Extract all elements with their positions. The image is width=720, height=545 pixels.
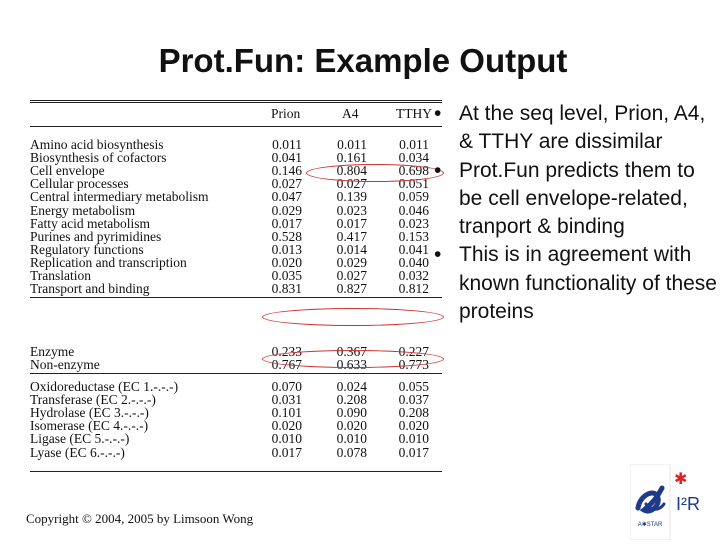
bullet-text: Prot.Fun predicts them to be cell envelope-related, tranport & binding [459, 158, 695, 239]
row-value-tthy: 0.046 [398, 202, 429, 218]
table-row [30, 281, 442, 296]
row-value-a4: 0.029 [336, 254, 367, 270]
row-value-a4: 0.014 [336, 241, 367, 257]
row-value-prion: 0.027 [271, 176, 302, 192]
row-label: Non-enzyme [30, 357, 100, 373]
header-prion: Prion [271, 106, 301, 121]
row-value-tthy: 0.020 [398, 418, 429, 434]
row-label: Purines and pyrimidines [30, 228, 162, 244]
highlight-non-enzyme [262, 350, 444, 368]
row-value-prion: 0.035 [271, 268, 302, 283]
row-value-tthy: 0.698 [398, 163, 429, 179]
bullet-item [432, 241, 720, 326]
row-value-a4: 0.027 [336, 176, 367, 192]
row-value-tthy: 0.773 [398, 357, 429, 373]
row-value-tthy: 0.208 [398, 405, 429, 421]
row-label: Translation [30, 268, 92, 283]
copyright-footer: Copyright © 2004, 2005 by Limsoon Wong [26, 511, 254, 526]
header-a4: A4 [342, 106, 359, 121]
row-value-a4: 0.367 [336, 344, 367, 359]
row-label: Cell envelope [30, 163, 105, 179]
bullet-text: This is in agreement with known functionality of these proteins [459, 243, 717, 324]
bullet-dot: • [434, 158, 442, 182]
row-label: Transferase (EC 2.-.-.-) [30, 392, 156, 408]
row-value-a4: 0.161 [336, 150, 367, 166]
row-value-prion: 0.020 [271, 254, 302, 270]
row-value-tthy: 0.051 [398, 176, 429, 192]
row-label: Amino acid biosynthesis [30, 137, 164, 152]
highlight-cell-envelope [306, 164, 444, 182]
row-value-tthy: 0.055 [398, 379, 429, 394]
row-value-prion: 0.101 [271, 405, 302, 421]
row-value-a4: 0.208 [336, 392, 367, 408]
group-rule [30, 373, 442, 374]
row-value-prion: 0.070 [271, 379, 302, 394]
svg-text:✱: ✱ [674, 471, 688, 488]
bullet-dot: • [434, 243, 442, 267]
row-value-tthy: 0.023 [398, 215, 429, 231]
table-row [30, 445, 442, 460]
row-value-tthy: 0.227 [398, 344, 429, 359]
row-value-tthy: 0.041 [398, 241, 429, 257]
row-value-a4: 0.023 [336, 202, 367, 218]
row-value-prion: 0.767 [271, 357, 302, 373]
row-value-tthy: 0.011 [399, 137, 429, 152]
row-value-tthy: 0.010 [398, 431, 429, 447]
row-value-a4: 0.804 [336, 163, 367, 179]
bullet-dot: • [434, 102, 442, 125]
row-value-prion: 0.031 [271, 392, 302, 408]
astar-i2r-logo [630, 464, 720, 540]
row-label: Oxidoreductase (EC 1.-.-.-) [30, 379, 179, 394]
row-value-prion: 0.041 [271, 150, 302, 166]
bullet-list [432, 100, 720, 326]
row-value-a4: 0.827 [336, 281, 367, 297]
table-header-rule [30, 126, 442, 127]
row-label: Central intermediary metabolism [30, 189, 209, 205]
row-value-tthy: 0.059 [398, 189, 429, 205]
svg-text:I²R: I²R [676, 494, 700, 514]
astar-logo-icon [630, 464, 720, 540]
row-label: Transport and binding [30, 281, 150, 297]
bullet-item [432, 157, 720, 242]
row-value-prion: 0.017 [271, 444, 302, 460]
row-value-prion: 0.013 [271, 241, 302, 257]
row-value-a4: 0.020 [336, 418, 367, 434]
svg-text:A✱STAR: A✱STAR [637, 522, 663, 528]
row-value-tthy: 0.153 [398, 228, 429, 244]
row-value-tthy: 0.040 [398, 254, 429, 270]
table-top-rule [30, 100, 442, 101]
row-value-prion: 0.020 [271, 418, 302, 434]
row-value-tthy: 0.017 [398, 444, 429, 460]
row-value-tthy: 0.037 [398, 392, 429, 408]
row-value-a4: 0.017 [336, 215, 367, 231]
row-value-a4: 0.024 [336, 379, 367, 394]
row-value-a4: 0.417 [336, 228, 367, 244]
row-value-tthy: 0.812 [398, 281, 429, 297]
row-value-prion: 0.233 [271, 344, 302, 359]
row-value-a4: 0.011 [337, 137, 367, 152]
row-label: Regulatory functions [30, 241, 144, 257]
group-rule [30, 297, 442, 298]
slide-title: Prot.Fun: Example Output [158, 42, 568, 79]
row-label: Replication and transcription [30, 254, 187, 270]
row-value-prion: 0.831 [271, 281, 302, 297]
table-bottom-rule [30, 471, 442, 472]
row-value-prion: 0.010 [271, 431, 302, 447]
row-value-a4: 0.139 [336, 189, 367, 205]
row-value-prion: 0.011 [272, 137, 302, 152]
row-value-tthy: 0.032 [398, 268, 429, 283]
row-value-prion: 0.029 [271, 202, 302, 218]
row-value-tthy: 0.034 [398, 150, 429, 166]
protfun-output-table [30, 100, 442, 472]
row-label: Energy metabolism [30, 202, 136, 218]
row-value-a4: 0.010 [336, 431, 367, 447]
bullet-item [432, 100, 720, 157]
row-label: Biosynthesis of cofactors [30, 150, 167, 166]
row-value-prion: 0.146 [271, 163, 302, 179]
row-label: Hydrolase (EC 3.-.-.-) [30, 405, 149, 421]
row-value-prion: 0.047 [271, 189, 302, 205]
row-label: Ligase (EC 5.-.-.-) [30, 431, 130, 447]
row-label: Fatty acid metabolism [30, 215, 150, 231]
header-tthy: TTHY [396, 106, 432, 121]
row-value-prion: 0.528 [271, 228, 302, 244]
row-label: Isomerase (EC 4.-.-.-) [30, 418, 149, 434]
table-top-rule-thin [30, 102, 442, 103]
bullet-text: At the seq level, Prion, A4, & TTHY are dissimilar [459, 102, 706, 154]
row-label: Enzyme [30, 344, 75, 359]
row-value-a4: 0.078 [336, 444, 367, 460]
highlight-transport-binding [262, 308, 444, 326]
row-value-a4: 0.027 [336, 268, 367, 283]
row-value-prion: 0.017 [271, 215, 302, 231]
row-label: Lyase (EC 6.-.-.-) [30, 444, 125, 460]
row-value-a4: 0.090 [336, 405, 367, 421]
row-label: Cellular processes [30, 176, 129, 192]
row-value-a4: 0.633 [336, 357, 367, 373]
